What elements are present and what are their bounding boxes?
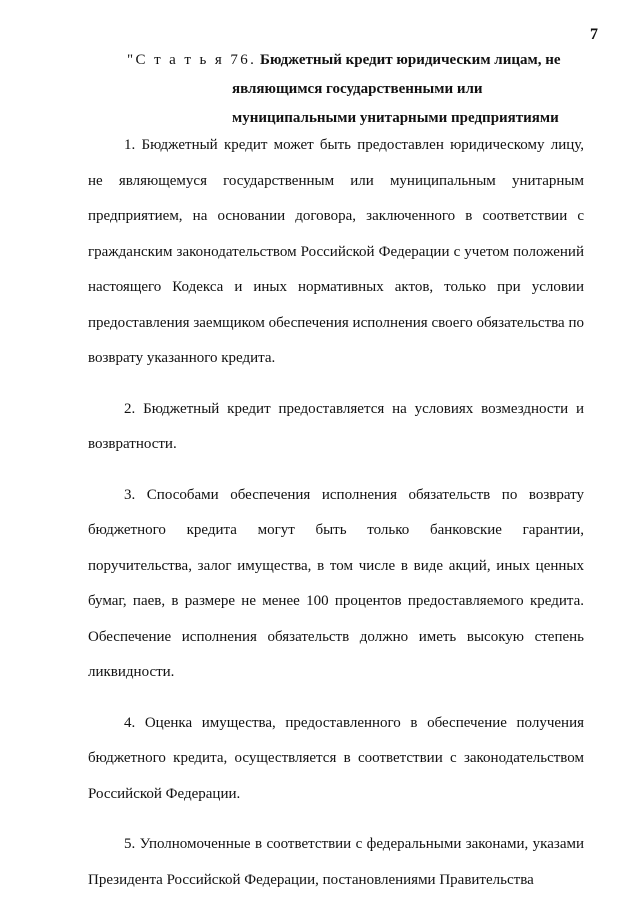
paragraph-5: 5. Уполномоченные в соответствии с федеральными законами, указами Президента Российской Федерации, постановлениями Правительства	[88, 836, 584, 888]
article-title-line-1: Бюджетный кредит юридическим лицам, не	[260, 52, 561, 68]
article-body	[88, 128, 584, 897]
article-title-line-3: муниципальными унитарными предприятиями	[232, 110, 559, 126]
paragraph-3: 3. Способами обеспечения исполнения обязательств по возврату бюджетного кредита могут быть только банковские гарантии, поручительства, залог имущества, в том числе в виде акций, иных ценных бумаг, паев, в размере не менее 100 процентов предоставляемого кредита. Обеспечение исполнения обязательств должно иметь высокую степень ликвидности.	[88, 486, 584, 680]
article-title-line-2: являющимся государственными или	[232, 81, 483, 97]
page-number: 7	[590, 26, 598, 43]
paragraph-4: 4. Оценка имущества, предоставленного в обеспечение получения бюджетного кредита, осуществляется в соответствии с законодательством Российской Федерации.	[88, 714, 584, 802]
article-heading	[127, 46, 597, 133]
paragraph-2: 2. Бюджетный кредит предоставляется на условиях возмездности и возвратности.	[88, 400, 584, 452]
paragraph-1: 1. Бюджетный кредит может быть предоставлен юридическому лицу, не являющемуся государственным или муниципальным унитарным предприятием, на основании договора, заключенного в соответствии с гражданским законодательством Российской Федерации с учетом положений настоящего Кодекса и иных нормативных актов, только при условии предоставления заемщиком обеспечения исполнения своего обязательства по возврату указанного кредита.	[88, 137, 584, 366]
article-label: "С т а т ь я 76.	[127, 52, 257, 68]
